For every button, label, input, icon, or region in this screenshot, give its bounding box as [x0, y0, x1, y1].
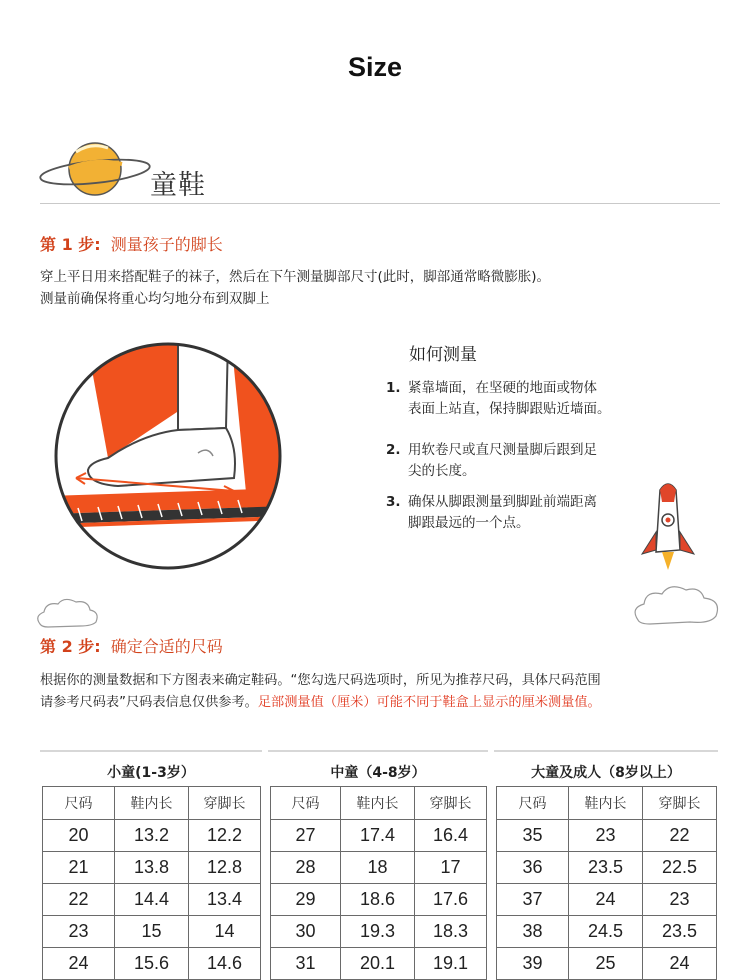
cloud-icon [34, 594, 102, 630]
table-cell: 14.4 [115, 884, 189, 916]
planet-icon [36, 138, 154, 200]
step2-text [40, 670, 601, 714]
table-cell: 22.5 [643, 852, 717, 884]
table-row [271, 948, 487, 980]
table-1-title: 小童(1-3岁） [107, 765, 195, 781]
how-item-line: 表面上站直，保持脚跟贴近墙面。 [408, 401, 611, 417]
page-title: Size [347, 52, 403, 82]
foot-measure-illustration [48, 338, 288, 574]
step2-line-2 [40, 692, 601, 714]
table-cell: 23.5 [569, 852, 643, 884]
step1-line-1: 穿上平日用来搭配鞋子的袜子，然后在下午测量脚部尺寸(此时，脚部通常略微膨胀)。 [40, 269, 551, 285]
table-top-bar [40, 750, 262, 752]
step2-line-1: 根据你的测量数据和下方图表来确定鞋码。“您勾选尺码选项时，所见为推荐尺码，具体尺码范围 [40, 673, 601, 688]
table-cell: 15.6 [115, 948, 189, 980]
table-row [497, 916, 717, 948]
table-cell: 12.8 [189, 852, 261, 884]
step1-line-2: 测量前确保将重心均匀地分布到双脚上 [40, 291, 270, 307]
step2-title: 确定合适的尺码 [110, 637, 223, 656]
how-to-measure-title: 如何测量 [409, 345, 477, 365]
table-cell: 20 [43, 820, 115, 852]
table-3-title: 大童及成人（8岁以上） [531, 765, 681, 781]
table-row [271, 820, 487, 852]
table-row [497, 820, 717, 852]
table-cell: 22 [43, 884, 115, 916]
table-cell: 13.8 [115, 852, 189, 884]
table-row [43, 916, 261, 948]
table-cell: 23 [643, 884, 717, 916]
table-cell: 38 [497, 916, 569, 948]
table-cell: 18 [341, 852, 415, 884]
table-cell: 23 [569, 820, 643, 852]
table-row [497, 852, 717, 884]
step1-text [40, 266, 550, 310]
table-cell: 20.1 [341, 948, 415, 980]
table-cell: 18.6 [341, 884, 415, 916]
table-row [43, 948, 261, 980]
size-table-child [270, 786, 487, 980]
table-cell: 39 [497, 948, 569, 980]
how-item-number: 2. [386, 442, 401, 458]
table-row [43, 820, 261, 852]
column-header: 穿脚长 [643, 787, 717, 820]
column-header: 尺码 [43, 787, 115, 820]
table-cell: 25 [569, 948, 643, 980]
column-header: 穿脚长 [189, 787, 261, 820]
table-top-bar [268, 750, 488, 752]
table-cell: 23.5 [643, 916, 717, 948]
divider [40, 203, 720, 204]
column-header: 鞋内长 [115, 787, 189, 820]
column-header: 鞋内长 [569, 787, 643, 820]
table-cell: 29 [271, 884, 341, 916]
how-item-line: 用软卷尺或直尺测量脚后跟到足 [408, 442, 597, 458]
step2-line-2-black: 请参考尺码表”尺码表信息仅供参考。 [40, 695, 258, 710]
section-title: 童鞋 [150, 170, 206, 201]
column-header: 尺码 [497, 787, 569, 820]
step2-number: 第 2 步: [40, 637, 101, 656]
table-cell: 27 [271, 820, 341, 852]
column-header: 尺码 [271, 787, 341, 820]
table-cell: 15 [115, 916, 189, 948]
table-cell: 22 [643, 820, 717, 852]
how-item-3 [386, 492, 597, 534]
table-cell: 24 [569, 884, 643, 916]
how-item-number: 3. [386, 494, 401, 510]
size-table-toddler [42, 786, 261, 980]
table-header-row [271, 787, 487, 820]
table-row [43, 884, 261, 916]
table-2-title: 中童（4-8岁） [330, 765, 426, 781]
table-cell: 24.5 [569, 916, 643, 948]
table-cell: 14.6 [189, 948, 261, 980]
table-row [497, 884, 717, 916]
table-row [271, 884, 487, 916]
table-cell: 17.6 [415, 884, 487, 916]
step1-heading [40, 232, 223, 255]
table-cell: 12.2 [189, 820, 261, 852]
how-item-line: 紧靠墙面，在坚硬的地面或物体 [408, 380, 597, 396]
column-header: 鞋内长 [341, 787, 415, 820]
table-cell: 24 [43, 948, 115, 980]
table-cell: 37 [497, 884, 569, 916]
table-cell: 31 [271, 948, 341, 980]
table-cell: 30 [271, 916, 341, 948]
table-cell: 19.1 [415, 948, 487, 980]
table-header-row [43, 787, 261, 820]
table-cell: 18.3 [415, 916, 487, 948]
table-header-row [497, 787, 717, 820]
step1-number: 第 1 步: [40, 235, 101, 254]
step1-title: 测量孩子的脚长 [110, 235, 223, 254]
table-cell: 28 [271, 852, 341, 884]
table-cell: 21 [43, 852, 115, 884]
step2-line-2-red: 足部测量值（厘米）可能不同于鞋盒上显示的厘米测量值。 [257, 695, 601, 710]
cloud-icon [630, 580, 725, 628]
how-item-2 [386, 440, 597, 482]
how-item-line: 确保从脚跟测量到脚趾前端距离 [408, 494, 597, 510]
step2-heading [40, 634, 223, 657]
size-table-youth-adult [496, 786, 717, 980]
table-cell: 13.4 [189, 884, 261, 916]
table-cell: 36 [497, 852, 569, 884]
table-cell: 17.4 [341, 820, 415, 852]
column-header: 穿脚长 [415, 787, 487, 820]
how-item-number: 1. [386, 380, 401, 396]
how-item-line: 尖的长度。 [408, 463, 476, 479]
table-cell: 13.2 [115, 820, 189, 852]
table-cell: 19.3 [341, 916, 415, 948]
table-top-bar [494, 750, 718, 752]
table-row [271, 916, 487, 948]
how-item-1 [386, 378, 611, 420]
table-row [271, 852, 487, 884]
table-cell: 17 [415, 852, 487, 884]
table-cell: 35 [497, 820, 569, 852]
table-cell: 16.4 [415, 820, 487, 852]
how-item-line: 脚跟最远的一个点。 [408, 515, 530, 531]
table-row [497, 948, 717, 980]
table-cell: 24 [643, 948, 717, 980]
table-cell: 23 [43, 916, 115, 948]
table-cell: 14 [189, 916, 261, 948]
table-row [43, 852, 261, 884]
